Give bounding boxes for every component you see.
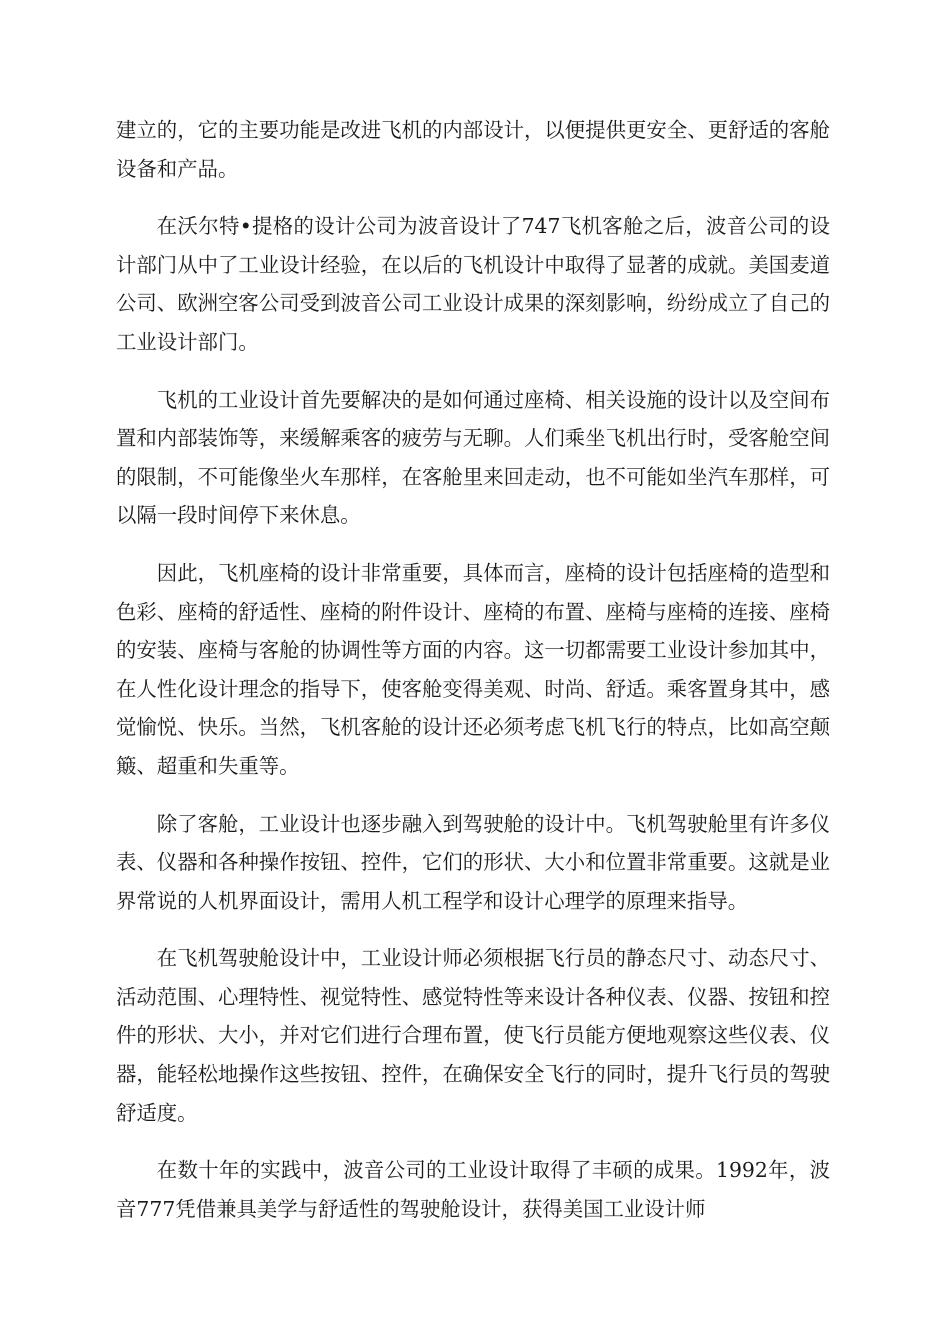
paragraph-1: 建立的，它的主要功能是改进飞机的内部设计，以便提供更安全、更舒适的客舱设备和产品。: [116, 118, 830, 181]
document-body: [116, 111, 830, 1247]
paragraph-5: 除了客舱，工业设计也逐步融入到驾驶舱的设计中。飞机驾驶舱里有许多仪表、仪器和各种操作按钮、控件，它们的形状、大小和位置非常重要。这就是业界常说的人机界面设计，需用人机工程学和设计心理学的原理来指导。: [116, 811, 830, 913]
paragraph-4: 因此，飞机座椅的设计非常重要，具体而言，座椅的设计包括座椅的造型和色彩、座椅的舒适性、座椅的附件设计、座椅的布置、座椅与座椅的连接、座椅的安装、座椅与客舱的协调性等方面的内容。这一切都需要工业设计参加其中，在人性化设计理念的指导下，使客舱变得美观、时尚、舒适。乘客置身其中，感觉愉悦、快乐。当然，飞机客舱的设计还必须考虑飞机飞行的特点，比如高空颠簸、超重和失重等。: [116, 560, 830, 778]
paragraph-6: 在飞机驾驶舱设计中，工业设计师必须根据飞行员的静态尺寸、动态尺寸、活动范围、心理特性、视觉特性、感觉特性等来设计各种仪表、仪器、按钮和控件的形状、大小，并对它们进行合理布置，使飞行员能方便地观察这些仪表、仪器，能轻松地操作这些按钮、控件，在确保安全飞行的同时，提升飞行员的驾驶舒适度。: [116, 946, 830, 1125]
paragraph-2: 在沃尔特•提格的设计公司为波音设计了747飞机客舱之后，波音公司的设计部门从中了工业设计经验，在以后的飞机设计中取得了显著的成就。美国麦道公司、欧洲空客公司受到波音公司工业设计成果的深刻影响，纷纷成立了自己的工业设计部门。: [116, 214, 830, 354]
paragraph-3: 飞机的工业设计首先要解决的是如何通过座椅、相关设施的设计以及空间布置和内部装饰等，来缓解乘客的疲劳与无聊。人们乘坐飞机出行时，受客舱空间的限制，不可能像坐火车那样，在客舱里来回走动，也不可能如坐汽车那样，可以隔一段时间停下来休息。: [116, 387, 830, 528]
paragraph-7: 在数十年的实践中，波音公司的工业设计取得了丰硕的成果。1992年，波音777凭借兼具美学与舒适性的驾驶舱设计，获得美国工业设计师: [116, 1158, 830, 1221]
